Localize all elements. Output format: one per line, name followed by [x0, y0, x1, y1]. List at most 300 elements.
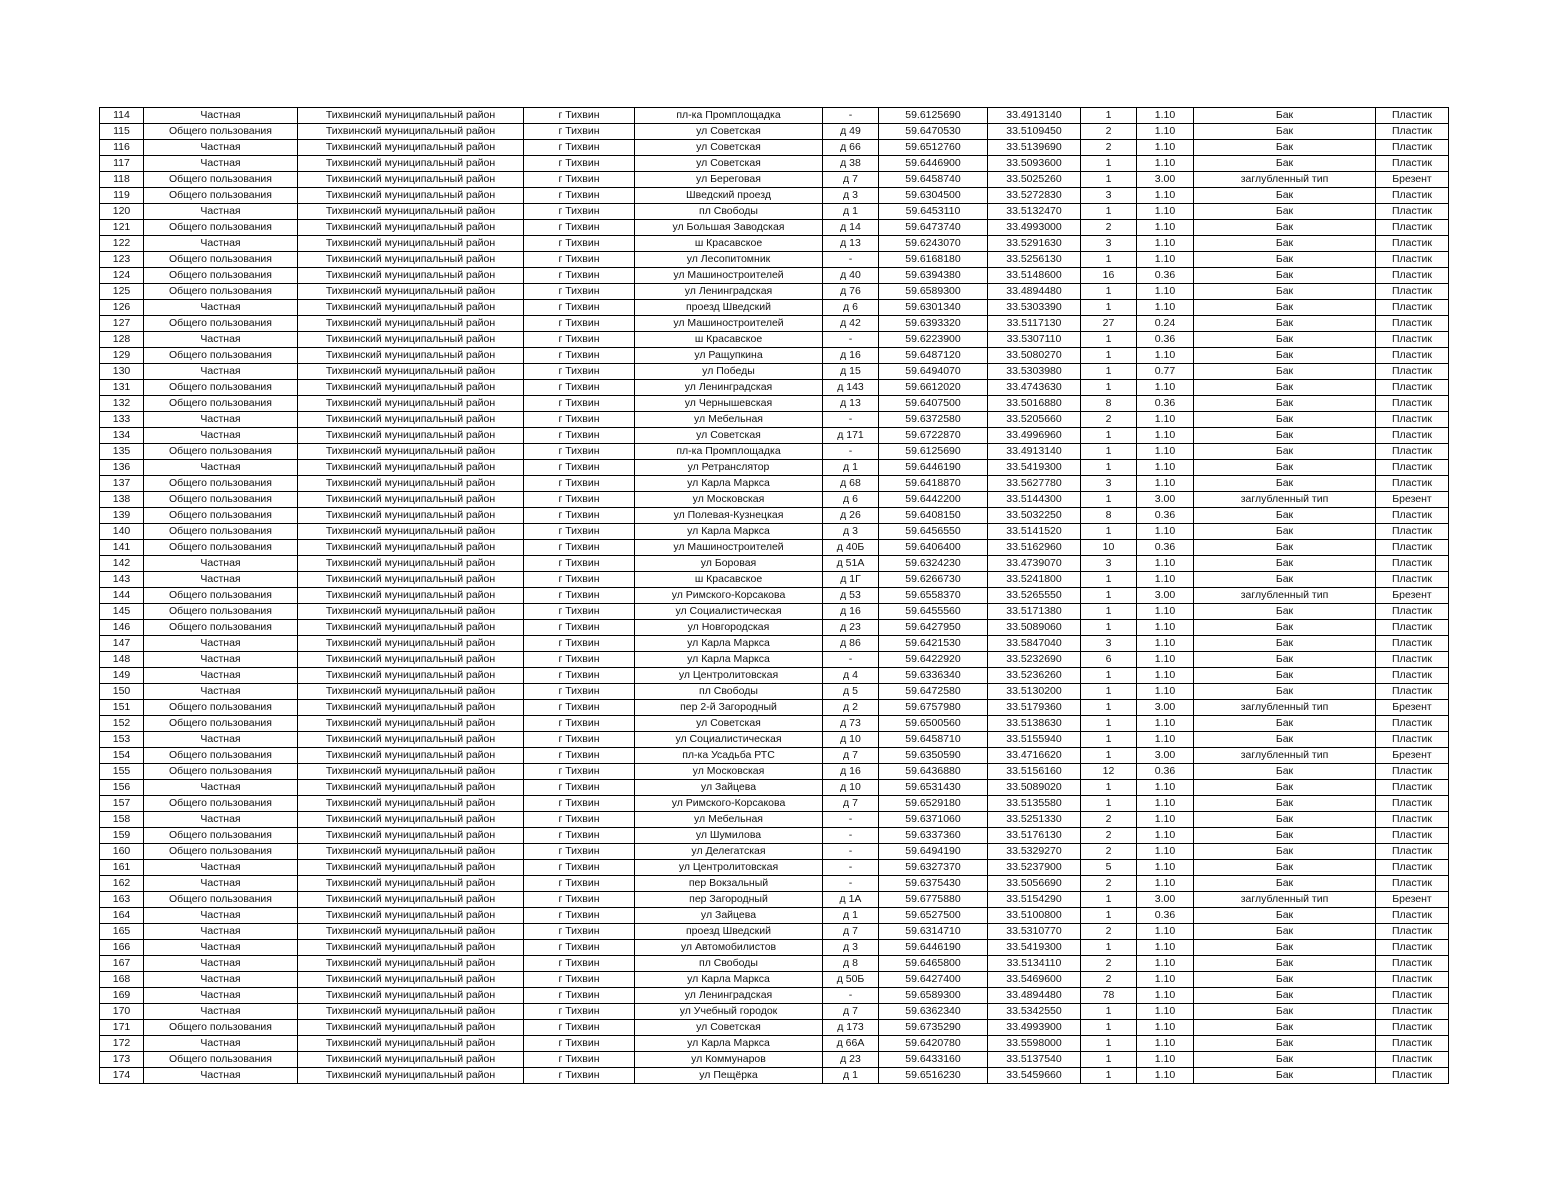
- cell-container-volume: 3.00: [1137, 492, 1194, 508]
- cell-municipal-district: Тихвинский муниципальный район: [298, 1052, 524, 1068]
- cell-container-material: Пластик: [1376, 124, 1449, 140]
- cell-row-number: 167: [100, 956, 144, 972]
- cell-longitude: 33.5016880: [988, 396, 1081, 412]
- cell-container-type: Бак: [1194, 556, 1376, 572]
- cell-container-count: 1: [1081, 380, 1137, 396]
- cell-container-material: Пластик: [1376, 652, 1449, 668]
- cell-house-number: д 6: [823, 492, 879, 508]
- cell-ownership-type: Общего пользования: [144, 172, 298, 188]
- cell-latitude: 59.6407500: [879, 396, 988, 412]
- cell-container-type: заглубленный тип: [1194, 492, 1376, 508]
- cell-house-number: -: [823, 108, 879, 124]
- cell-container-volume: 0.36: [1137, 508, 1194, 524]
- cell-container-material: Пластик: [1376, 540, 1449, 556]
- cell-municipal-district: Тихвинский муниципальный район: [298, 812, 524, 828]
- cell-settlement: г Тихвин: [524, 732, 635, 748]
- cell-container-type: Бак: [1194, 876, 1376, 892]
- cell-municipal-district: Тихвинский муниципальный район: [298, 476, 524, 492]
- cell-latitude: 59.6465800: [879, 956, 988, 972]
- cell-container-count: 3: [1081, 636, 1137, 652]
- cell-ownership-type: Общего пользования: [144, 620, 298, 636]
- cell-container-volume: 3.00: [1137, 892, 1194, 908]
- cell-settlement: г Тихвин: [524, 748, 635, 764]
- cell-house-number: д 16: [823, 348, 879, 364]
- table-row: [100, 732, 1449, 748]
- table-row: [100, 604, 1449, 620]
- table-row: [100, 588, 1449, 604]
- cell-container-type: Бак: [1194, 428, 1376, 444]
- cell-municipal-district: Тихвинский муниципальный район: [298, 892, 524, 908]
- cell-street: ул Ленинградская: [635, 284, 823, 300]
- cell-row-number: 130: [100, 364, 144, 380]
- cell-row-number: 157: [100, 796, 144, 812]
- cell-container-volume: 3.00: [1137, 588, 1194, 604]
- cell-settlement: г Тихвин: [524, 988, 635, 1004]
- cell-container-volume: 1.10: [1137, 556, 1194, 572]
- cell-row-number: 119: [100, 188, 144, 204]
- cell-ownership-type: Общего пользования: [144, 716, 298, 732]
- cell-container-count: 1: [1081, 908, 1137, 924]
- cell-container-volume: 1.10: [1137, 956, 1194, 972]
- cell-container-count: 1: [1081, 156, 1137, 172]
- cell-container-volume: 1.10: [1137, 252, 1194, 268]
- cell-row-number: 139: [100, 508, 144, 524]
- cell-longitude: 33.5272830: [988, 188, 1081, 204]
- cell-municipal-district: Тихвинский муниципальный район: [298, 588, 524, 604]
- cell-longitude: 33.5303980: [988, 364, 1081, 380]
- cell-latitude: 59.6304500: [879, 188, 988, 204]
- cell-container-material: Пластик: [1376, 188, 1449, 204]
- cell-ownership-type: Общего пользования: [144, 380, 298, 396]
- cell-container-material: Пластик: [1376, 828, 1449, 844]
- cell-container-volume: 1.10: [1137, 860, 1194, 876]
- cell-container-type: Бак: [1194, 844, 1376, 860]
- table-row: [100, 668, 1449, 684]
- cell-street: ш Красавское: [635, 572, 823, 588]
- cell-house-number: -: [823, 860, 879, 876]
- cell-street: ул Советская: [635, 428, 823, 444]
- cell-container-material: Пластик: [1376, 508, 1449, 524]
- table-row: [100, 492, 1449, 508]
- cell-municipal-district: Тихвинский муниципальный район: [298, 204, 524, 220]
- cell-container-count: 1: [1081, 204, 1137, 220]
- cell-settlement: г Тихвин: [524, 428, 635, 444]
- cell-house-number: -: [823, 812, 879, 828]
- cell-container-type: Бак: [1194, 140, 1376, 156]
- cell-row-number: 151: [100, 700, 144, 716]
- cell-container-material: Пластик: [1376, 860, 1449, 876]
- cell-container-count: 1: [1081, 172, 1137, 188]
- cell-house-number: д 7: [823, 172, 879, 188]
- table-row: [100, 364, 1449, 380]
- cell-container-count: 1: [1081, 460, 1137, 476]
- table-row: [100, 620, 1449, 636]
- cell-container-type: Бак: [1194, 1052, 1376, 1068]
- cell-ownership-type: Общего пользования: [144, 492, 298, 508]
- cell-container-type: Бак: [1194, 764, 1376, 780]
- cell-street: ул Карла Маркса: [635, 652, 823, 668]
- cell-house-number: д 3: [823, 188, 879, 204]
- cell-longitude: 33.5627780: [988, 476, 1081, 492]
- cell-street: ул Ленинградская: [635, 380, 823, 396]
- cell-municipal-district: Тихвинский муниципальный район: [298, 556, 524, 572]
- cell-container-type: Бак: [1194, 284, 1376, 300]
- cell-ownership-type: Общего пользования: [144, 828, 298, 844]
- cell-ownership-type: Частная: [144, 460, 298, 476]
- cell-latitude: 59.6558370: [879, 588, 988, 604]
- cell-street: ул Полевая-Кузнецкая: [635, 508, 823, 524]
- cell-container-count: 6: [1081, 652, 1137, 668]
- cell-longitude: 33.5138630: [988, 716, 1081, 732]
- table-row: [100, 876, 1449, 892]
- cell-house-number: д 7: [823, 924, 879, 940]
- cell-container-type: Бак: [1194, 412, 1376, 428]
- cell-container-type: Бак: [1194, 540, 1376, 556]
- cell-ownership-type: Общего пользования: [144, 252, 298, 268]
- cell-ownership-type: Частная: [144, 668, 298, 684]
- cell-container-count: 2: [1081, 844, 1137, 860]
- cell-container-volume: 1.10: [1137, 812, 1194, 828]
- cell-settlement: г Тихвин: [524, 604, 635, 620]
- cell-container-volume: 1.10: [1137, 988, 1194, 1004]
- cell-container-count: 3: [1081, 236, 1137, 252]
- cell-container-type: заглубленный тип: [1194, 172, 1376, 188]
- cell-latitude: 59.6487120: [879, 348, 988, 364]
- cell-municipal-district: Тихвинский муниципальный район: [298, 716, 524, 732]
- table-row: [100, 972, 1449, 988]
- cell-container-material: Пластик: [1376, 732, 1449, 748]
- cell-house-number: д 66: [823, 140, 879, 156]
- cell-street: ул Советская: [635, 156, 823, 172]
- cell-house-number: д 3: [823, 524, 879, 540]
- cell-street: ул Новгородская: [635, 620, 823, 636]
- cell-municipal-district: Тихвинский муниципальный район: [298, 220, 524, 236]
- cell-container-material: Пластик: [1376, 764, 1449, 780]
- cell-longitude: 33.5205660: [988, 412, 1081, 428]
- cell-container-count: 2: [1081, 140, 1137, 156]
- cell-ownership-type: Общего пользования: [144, 268, 298, 284]
- cell-street: ул Береговая: [635, 172, 823, 188]
- cell-container-material: Пластик: [1376, 1052, 1449, 1068]
- cell-container-material: Пластик: [1376, 396, 1449, 412]
- cell-municipal-district: Тихвинский муниципальный район: [298, 188, 524, 204]
- cell-latitude: 59.6375430: [879, 876, 988, 892]
- cell-settlement: г Тихвин: [524, 220, 635, 236]
- cell-container-count: 1: [1081, 732, 1137, 748]
- cell-street: ул Центролитовская: [635, 860, 823, 876]
- cell-row-number: 114: [100, 108, 144, 124]
- cell-ownership-type: Общего пользования: [144, 700, 298, 716]
- cell-settlement: г Тихвин: [524, 236, 635, 252]
- cell-settlement: г Тихвин: [524, 620, 635, 636]
- cell-row-number: 162: [100, 876, 144, 892]
- cell-container-volume: 1.10: [1137, 940, 1194, 956]
- cell-row-number: 117: [100, 156, 144, 172]
- cell-settlement: г Тихвин: [524, 780, 635, 796]
- cell-longitude: 33.5130200: [988, 684, 1081, 700]
- cell-municipal-district: Тихвинский муниципальный район: [298, 572, 524, 588]
- cell-latitude: 59.6350590: [879, 748, 988, 764]
- cell-street: пл-ка Промплощадка: [635, 444, 823, 460]
- cell-municipal-district: Тихвинский муниципальный район: [298, 636, 524, 652]
- cell-container-count: 1: [1081, 300, 1137, 316]
- cell-container-material: Пластик: [1376, 524, 1449, 540]
- cell-row-number: 144: [100, 588, 144, 604]
- cell-settlement: г Тихвин: [524, 844, 635, 860]
- cell-container-material: Пластик: [1376, 604, 1449, 620]
- cell-street: ул Советская: [635, 124, 823, 140]
- cell-street: ул Социалистическая: [635, 604, 823, 620]
- cell-municipal-district: Тихвинский муниципальный район: [298, 844, 524, 860]
- cell-longitude: 33.5154290: [988, 892, 1081, 908]
- cell-street: ул Социалистическая: [635, 732, 823, 748]
- cell-container-type: Бак: [1194, 668, 1376, 684]
- table-row: [100, 780, 1449, 796]
- cell-settlement: г Тихвин: [524, 1068, 635, 1084]
- cell-house-number: д 42: [823, 316, 879, 332]
- cell-latitude: 59.6455560: [879, 604, 988, 620]
- cell-latitude: 59.6223900: [879, 332, 988, 348]
- cell-municipal-district: Тихвинский муниципальный район: [298, 1036, 524, 1052]
- cell-container-count: 1: [1081, 1068, 1137, 1084]
- cell-container-material: Пластик: [1376, 684, 1449, 700]
- cell-longitude: 33.5310770: [988, 924, 1081, 940]
- cell-ownership-type: Частная: [144, 556, 298, 572]
- cell-row-number: 125: [100, 284, 144, 300]
- cell-container-type: заглубленный тип: [1194, 588, 1376, 604]
- cell-municipal-district: Тихвинский муниципальный район: [298, 236, 524, 252]
- cell-container-volume: 1.10: [1137, 444, 1194, 460]
- cell-longitude: 33.5155940: [988, 732, 1081, 748]
- cell-settlement: г Тихвин: [524, 1052, 635, 1068]
- table-row: [100, 572, 1449, 588]
- table-row: [100, 556, 1449, 572]
- cell-longitude: 33.5256130: [988, 252, 1081, 268]
- cell-latitude: 59.6612020: [879, 380, 988, 396]
- cell-container-count: 1: [1081, 620, 1137, 636]
- cell-latitude: 59.6337360: [879, 828, 988, 844]
- cell-latitude: 59.6418870: [879, 476, 988, 492]
- cell-row-number: 127: [100, 316, 144, 332]
- data-table: [99, 107, 1449, 1084]
- cell-longitude: 33.5176130: [988, 828, 1081, 844]
- cell-ownership-type: Общего пользования: [144, 588, 298, 604]
- cell-house-number: -: [823, 652, 879, 668]
- cell-municipal-district: Тихвинский муниципальный район: [298, 876, 524, 892]
- cell-container-volume: 1.10: [1137, 732, 1194, 748]
- cell-latitude: 59.6427950: [879, 620, 988, 636]
- cell-container-material: Брезент: [1376, 748, 1449, 764]
- cell-container-material: Брезент: [1376, 700, 1449, 716]
- cell-municipal-district: Тихвинский муниципальный район: [298, 700, 524, 716]
- cell-ownership-type: Частная: [144, 652, 298, 668]
- cell-latitude: 59.6527500: [879, 908, 988, 924]
- cell-longitude: 33.5232690: [988, 652, 1081, 668]
- cell-latitude: 59.6453110: [879, 204, 988, 220]
- cell-street: ул Карла Маркса: [635, 972, 823, 988]
- table-row: [100, 956, 1449, 972]
- cell-container-count: 2: [1081, 124, 1137, 140]
- cell-municipal-district: Тихвинский муниципальный район: [298, 460, 524, 476]
- cell-row-number: 148: [100, 652, 144, 668]
- cell-street: ул Советская: [635, 140, 823, 156]
- cell-street: ул Делегатская: [635, 844, 823, 860]
- cell-row-number: 145: [100, 604, 144, 620]
- cell-street: ул Машиностроителей: [635, 316, 823, 332]
- cell-longitude: 33.4913140: [988, 444, 1081, 460]
- cell-latitude: 59.6757980: [879, 700, 988, 716]
- cell-container-material: Пластик: [1376, 140, 1449, 156]
- cell-longitude: 33.5847040: [988, 636, 1081, 652]
- cell-container-volume: 1.10: [1137, 412, 1194, 428]
- cell-ownership-type: Частная: [144, 956, 298, 972]
- cell-ownership-type: Общего пользования: [144, 1020, 298, 1036]
- cell-settlement: г Тихвин: [524, 204, 635, 220]
- table-row: [100, 764, 1449, 780]
- cell-container-volume: 1.10: [1137, 380, 1194, 396]
- cell-container-volume: 1.10: [1137, 156, 1194, 172]
- cell-municipal-district: Тихвинский муниципальный район: [298, 956, 524, 972]
- cell-latitude: 59.6125690: [879, 108, 988, 124]
- cell-row-number: 160: [100, 844, 144, 860]
- cell-ownership-type: Частная: [144, 780, 298, 796]
- cell-municipal-district: Тихвинский муниципальный район: [298, 140, 524, 156]
- table-row: [100, 380, 1449, 396]
- cell-row-number: 161: [100, 860, 144, 876]
- cell-ownership-type: Частная: [144, 812, 298, 828]
- cell-longitude: 33.5265550: [988, 588, 1081, 604]
- cell-container-material: Пластик: [1376, 876, 1449, 892]
- cell-container-material: Пластик: [1376, 812, 1449, 828]
- cell-row-number: 128: [100, 332, 144, 348]
- cell-container-type: Бак: [1194, 924, 1376, 940]
- cell-container-volume: 1.10: [1137, 972, 1194, 988]
- table-row: [100, 172, 1449, 188]
- cell-container-count: 1: [1081, 1052, 1137, 1068]
- table-row: [100, 476, 1449, 492]
- cell-house-number: д 53: [823, 588, 879, 604]
- cell-house-number: д 10: [823, 780, 879, 796]
- cell-container-material: Пластик: [1376, 156, 1449, 172]
- cell-row-number: 136: [100, 460, 144, 476]
- cell-row-number: 165: [100, 924, 144, 940]
- cell-house-number: д 4: [823, 668, 879, 684]
- cell-house-number: д 2: [823, 700, 879, 716]
- cell-latitude: 59.6301340: [879, 300, 988, 316]
- cell-settlement: г Тихвин: [524, 252, 635, 268]
- cell-street: пл Свободы: [635, 204, 823, 220]
- cell-house-number: д 171: [823, 428, 879, 444]
- cell-container-material: Пластик: [1376, 556, 1449, 572]
- table-row: [100, 828, 1449, 844]
- cell-container-material: Пластик: [1376, 236, 1449, 252]
- cell-latitude: 59.6494190: [879, 844, 988, 860]
- cell-settlement: г Тихвин: [524, 492, 635, 508]
- cell-container-type: Бак: [1194, 604, 1376, 620]
- cell-latitude: 59.6589300: [879, 988, 988, 1004]
- cell-container-type: заглубленный тип: [1194, 700, 1376, 716]
- cell-latitude: 59.6420780: [879, 1036, 988, 1052]
- cell-ownership-type: Общего пользования: [144, 508, 298, 524]
- cell-house-number: д 7: [823, 1004, 879, 1020]
- cell-street: ул Ленинградская: [635, 988, 823, 1004]
- cell-ownership-type: Частная: [144, 140, 298, 156]
- cell-container-type: Бак: [1194, 524, 1376, 540]
- cell-street: пл-ка Усадьба РТС: [635, 748, 823, 764]
- cell-latitude: 59.6458740: [879, 172, 988, 188]
- cell-row-number: 116: [100, 140, 144, 156]
- cell-house-number: д 50Б: [823, 972, 879, 988]
- cell-container-material: Пластик: [1376, 668, 1449, 684]
- cell-latitude: 59.6775880: [879, 892, 988, 908]
- cell-settlement: г Тихвин: [524, 700, 635, 716]
- cell-row-number: 121: [100, 220, 144, 236]
- cell-longitude: 33.5080270: [988, 348, 1081, 364]
- cell-settlement: г Тихвин: [524, 828, 635, 844]
- cell-settlement: г Тихвин: [524, 796, 635, 812]
- cell-row-number: 174: [100, 1068, 144, 1084]
- cell-container-material: Пластик: [1376, 572, 1449, 588]
- cell-settlement: г Тихвин: [524, 412, 635, 428]
- cell-container-material: Пластик: [1376, 620, 1449, 636]
- cell-settlement: г Тихвин: [524, 940, 635, 956]
- cell-street: ул Центролитовская: [635, 668, 823, 684]
- cell-settlement: г Тихвин: [524, 476, 635, 492]
- cell-container-count: 1: [1081, 780, 1137, 796]
- cell-ownership-type: Общего пользования: [144, 524, 298, 540]
- cell-longitude: 33.5291630: [988, 236, 1081, 252]
- cell-municipal-district: Тихвинский муниципальный район: [298, 524, 524, 540]
- cell-municipal-district: Тихвинский муниципальный район: [298, 924, 524, 940]
- cell-street: пер Вокзальный: [635, 876, 823, 892]
- cell-street: ул Римского-Корсакова: [635, 588, 823, 604]
- cell-row-number: 155: [100, 764, 144, 780]
- cell-house-number: д 1Г: [823, 572, 879, 588]
- cell-row-number: 173: [100, 1052, 144, 1068]
- cell-container-count: 1: [1081, 700, 1137, 716]
- cell-container-type: Бак: [1194, 732, 1376, 748]
- cell-house-number: д 8: [823, 956, 879, 972]
- cell-latitude: 59.6243070: [879, 236, 988, 252]
- cell-row-number: 133: [100, 412, 144, 428]
- cell-container-material: Пластик: [1376, 220, 1449, 236]
- cell-longitude: 33.5117130: [988, 316, 1081, 332]
- cell-street: ул Мебельная: [635, 812, 823, 828]
- table-row: [100, 188, 1449, 204]
- table-row: [100, 524, 1449, 540]
- cell-settlement: г Тихвин: [524, 460, 635, 476]
- cell-container-type: Бак: [1194, 156, 1376, 172]
- cell-container-count: 12: [1081, 764, 1137, 780]
- cell-municipal-district: Тихвинский муниципальный район: [298, 492, 524, 508]
- table-row: [100, 316, 1449, 332]
- cell-municipal-district: Тихвинский муниципальный район: [298, 284, 524, 300]
- cell-row-number: 134: [100, 428, 144, 444]
- cell-longitude: 33.5179360: [988, 700, 1081, 716]
- cell-container-material: Брезент: [1376, 172, 1449, 188]
- table-row: [100, 1004, 1449, 1020]
- cell-municipal-district: Тихвинский муниципальный район: [298, 652, 524, 668]
- cell-longitude: 33.5171380: [988, 604, 1081, 620]
- cell-container-type: Бак: [1194, 220, 1376, 236]
- cell-container-type: Бак: [1194, 1068, 1376, 1084]
- cell-container-count: 1: [1081, 716, 1137, 732]
- cell-settlement: г Тихвин: [524, 1036, 635, 1052]
- cell-street: ул Коммунаров: [635, 1052, 823, 1068]
- cell-longitude: 33.5303390: [988, 300, 1081, 316]
- cell-latitude: 59.6168180: [879, 252, 988, 268]
- cell-latitude: 59.6446900: [879, 156, 988, 172]
